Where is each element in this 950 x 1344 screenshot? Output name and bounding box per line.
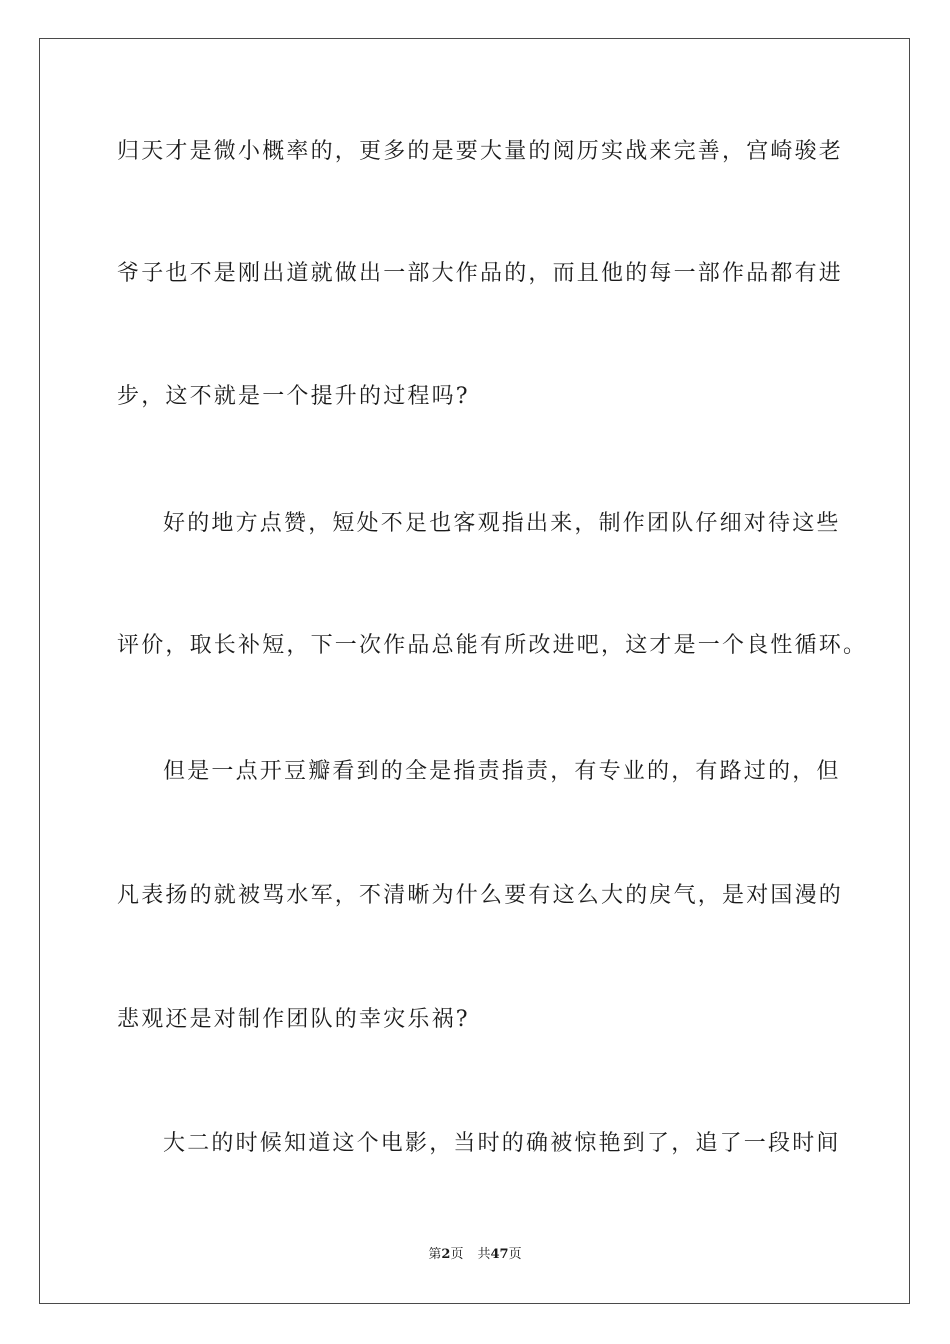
text-line-5: 评价，取长补短，下一次作品总能有所改进吧，这才是一个良性循环。 — [117, 633, 868, 658]
text-line-9: 大二的时候知道这个电影，当时的确被惊艳到了，追了一段时间 — [163, 1131, 841, 1156]
total-prefix: 共 — [477, 1247, 491, 1262]
text-line-7: 凡表扬的就被骂水军，不清晰为什么要有这么大的戾气，是对国漫的 — [117, 883, 844, 908]
text-line-3: 步，这不就是一个提升的过程吗? — [117, 384, 470, 409]
text-line-2: 爷子也不是刚出道就做出一部大作品的，而且他的每一部作品都有进 — [117, 261, 844, 286]
page-prefix: 第 — [428, 1247, 442, 1262]
text-line-8: 悲观还是对制作团队的幸灾乐祸? — [117, 1007, 470, 1032]
page-suffix: 页 — [450, 1247, 464, 1262]
page-footer — [0, 1246, 950, 1264]
page-number: 2 — [441, 1247, 451, 1262]
total-suffix: 页 — [508, 1247, 522, 1262]
page-border — [39, 38, 910, 1304]
total-pages: 47 — [490, 1247, 509, 1262]
text-line-6: 但是一点开豆瓣看到的全是指责指责，有专业的，有路过的，但 — [163, 759, 841, 784]
text-line-1: 归天才是微小概率的，更多的是要大量的阅历实战来完善，宫崎骏老 — [117, 139, 844, 164]
text-line-4: 好的地方点赞，短处不足也客观指出来，制作团队仔细对待这些 — [163, 511, 841, 536]
